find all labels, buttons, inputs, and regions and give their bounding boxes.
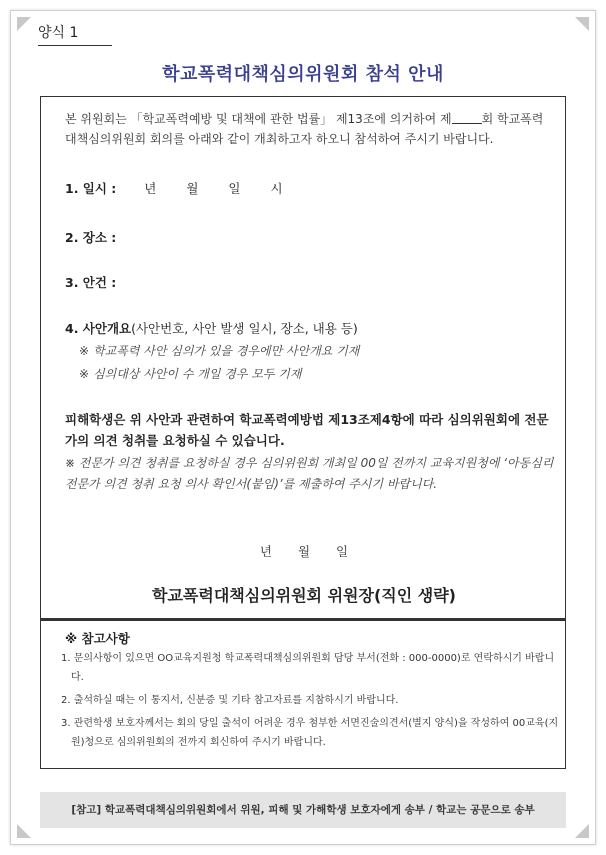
signature-date bbox=[41, 542, 567, 560]
note-mark: ※ bbox=[79, 367, 90, 381]
committee-chair: 학교폭력대책심의위원회 위원장(직인 생략) bbox=[152, 586, 456, 605]
document-title: 학교폭력대책심의위원회 참석 안내 bbox=[162, 64, 444, 85]
intro-text-2: 회 학교폭력대책심의위원회 회의를 아래와 같이 개최하고자 하오니 참석하여 주시기 바랍니다. bbox=[65, 112, 544, 146]
case-note-2-text: 심의대상 사안이 수 개일 경우 모두 기재 bbox=[93, 367, 302, 381]
footer-note: [참고] 학교폭력대책심의위원회에서 위원, 피해 및 가해학생 보호자에게 송부 / 학교는 공문으로 송부 bbox=[40, 792, 566, 828]
datetime-label: 1. 일시 : bbox=[65, 181, 117, 196]
corner-decoration bbox=[575, 17, 589, 31]
session-number-blank bbox=[452, 112, 482, 124]
sign-year-unit: 년 bbox=[259, 544, 272, 559]
reference-list bbox=[61, 649, 561, 756]
hour-unit: 시 bbox=[270, 181, 283, 196]
place-label: 2. 장소 : bbox=[65, 230, 117, 245]
reference-item: 1. 문의사항이 있으면 OO교육지원청 학교폭력대책심의위원회 담당 부서(전화 : 000-0000)로 연락하시기 바랍니다. bbox=[61, 653, 555, 683]
month-unit: 월 bbox=[186, 181, 199, 196]
case-summary-detail: (사안번호, 사안 발생 일시, 장소, 내용 등) bbox=[131, 321, 358, 336]
reference-title: ※ 참고사항 bbox=[65, 631, 130, 646]
case-note-1 bbox=[79, 342, 359, 359]
agenda-item bbox=[65, 273, 116, 291]
place-item bbox=[65, 228, 116, 246]
agenda-label: 3. 안건 : bbox=[65, 275, 117, 290]
year-unit: 년 bbox=[144, 181, 157, 196]
corner-decoration bbox=[575, 824, 589, 838]
reference-item: 2. 출석하실 때는 이 통지서, 신분증 및 기타 참고자료를 지참하시기 바랍니다. bbox=[61, 695, 399, 706]
expert-opinion-note: ※ 전문가 의견 청취를 요청하실 경우 심의위원회 개최일 00일 전까지 교육지원청에 ‘아동심리 전문가 의견 청취 요청 의사 확인서(붙임)’를 제출하여 주시기 바랍니다. bbox=[65, 456, 554, 491]
case-summary-label: 4. 사안개요 bbox=[65, 321, 132, 336]
sign-month-unit: 월 bbox=[297, 544, 311, 559]
form-label: 양식 1 bbox=[38, 22, 112, 46]
expert-opinion-notice: 피해학생은 위 사안과 관련하여 학교폭력예방법 제13조제4항에 따라 심의위원회에 전문가의 의견 청취를 요청하실 수 있습니다. bbox=[65, 412, 549, 448]
reference-item: 3. 관련학생 보호자께서는 회의 당일 출석이 어려운 경우 첨부한 서면진술의견서(별지 양식)을 작성하여 00교육(지원)청으로 심의위원회의 전까지 회신하여 주시기 바랍니다. bbox=[61, 718, 559, 748]
reference-box bbox=[40, 619, 566, 769]
datetime-item bbox=[65, 179, 283, 197]
intro-text-1: 본 위원회는 「학교폭력예방 및 대책에 관한 법률」 제13조에 의거하여 제 bbox=[65, 112, 452, 126]
case-note-1-text: 학교폭력 사안 심의가 있을 경우에만 사안개요 기재 bbox=[93, 344, 360, 358]
day-unit: 일 bbox=[228, 181, 241, 196]
intro-paragraph bbox=[65, 109, 549, 149]
corner-decoration bbox=[17, 824, 31, 838]
note-mark: ※ bbox=[79, 344, 90, 358]
case-summary-item bbox=[65, 319, 358, 337]
datetime-fields bbox=[120, 181, 282, 196]
notice-box bbox=[40, 96, 566, 619]
corner-decoration bbox=[17, 17, 31, 31]
case-note-2 bbox=[79, 365, 301, 382]
sign-day-unit: 일 bbox=[336, 544, 349, 559]
